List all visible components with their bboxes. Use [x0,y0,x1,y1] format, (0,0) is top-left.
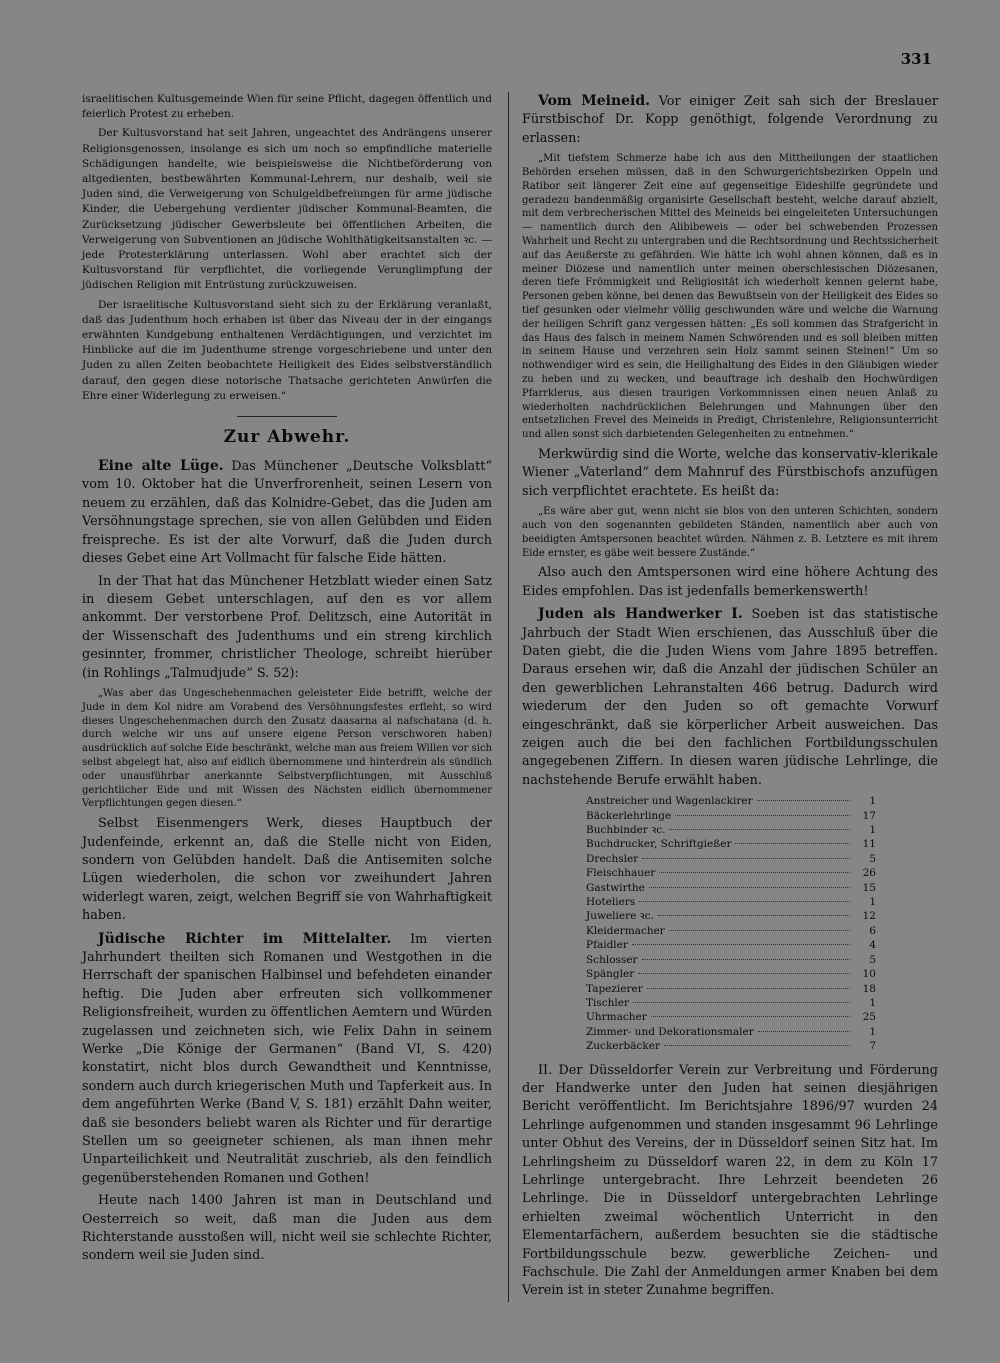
trade-row [586,1025,876,1039]
trade-row [586,823,876,837]
trade-name: Tischler [586,996,629,1009]
trade-row [586,866,876,880]
trade-name: Buchdrucker, Schriftgießer [586,838,732,851]
trade-count: 1 [869,1025,876,1038]
leader-dots [651,1016,850,1017]
article-meineid [522,92,938,148]
quotation: „Mit tiefstem Schmerze habe ich aus den Mittheilungen der staatlichen Behörden ersehen müssen, daß in den Schwurgerichtsbezirken Oppeln und Ratibor seit längerer Zeit eine auf gegenseitige Eideshilfe gegründete und geradezu bandenmäßig organisirte Gesellschaft besteht, welche darauf abzielt, mit dem verbrecherischen Mittel des Meineids bei eingeleiteten Untersuchungen — namentlich durch den Alibibeweis — oder bei schwebenden Prozessen Wahrheit und Recht zu untergraben und die Rechtsordnung und Rechtssicherheit auf das Aeußerste zu gefährden. Wie hätte ich wohl ahnen können, daß es in meiner Diözese und namentlich unter meinen oberschlesischen Diözesanen, deren tiefe Frömmigkeit und Religiosität ich wiederholt kennen gelernt habe, Personen geben könne, bei denen das Bewußtsein von der Heiligkeit des Eides so tief gesunken oder vielmehr völlig geschwunden wäre und welche die Warnung der heiligen Schrift ganz vergessen hätten: „Es soll kommen das Strafgericht in das Haus des falsch in meinem Namen Schwörenden und es soll bleiben mitten in seinem Hause und verzehren sein Holz sammt seinen Steinen!“ Um so nothwendiger wird es sein, die Heilighaltung des Eides in den Gläubigen wieder zu heben und zu wecken, und beauftrage ich deshalb den Hochwürdigen Pfarrklerus, aus diesen traurigen Vorkommnissen einen neuen Anlaß zu wiederholten nachdrücklichen Belehrungen und Mahnungen über den entsetzlichen Frevel des Meineids in Predigt, Christenlehre, Religionsunterricht und allen sonst sich darbietenden Gelegenheiten zu entnehmen.“ [522,153,938,441]
trade-row [586,967,876,981]
trade-name: Kleidermacher [586,924,665,937]
trade-name: Bäckerlehrlinge [586,809,672,822]
trade-name: Tapezierer [586,982,643,995]
leader-dots [642,858,850,859]
trade-count: 1 [869,996,876,1009]
paragraph: Merkwürdig sind die Worte, welche das konservativ-klerikale Wiener „Vaterland“ dem Mahnruf des Fürstbischofs anzufügen sich verpflichtet erachtete. Es heißt da: [522,446,938,499]
leader-dots [659,872,850,873]
trade-row [586,953,876,967]
trade-row [586,938,876,952]
article-text: Soeben ist das statistische Jahrbuch der Stadt Wien erschienen, das Ausschluß über die Daten giebt, die die Juden Wiens vom Jahre 1895 betreffen. Daraus ersehen wir, daß die Anzahl der jüdischen Schüler an den gewerblichen Lehranstalten 466 betrug. Dadurch wird wiederum der den Juden so oft gemachte Vorwurf eingeschränkt, daß sie körperlicher Arbeit ausweichen. Das zeigen auch die bei den fachlichen Fortbildungsschulen angegebenen Ziffern. In diesen waren jüdische Lehrlinge, die nachstehende Berufe erwählt haben. [522,607,938,788]
paragraph: II. Der Düsseldorfer Verein zur Verbreitung und Förderung der Handwerke unter den Juden hat seinen diesjährigen Bericht veröffentlicht. Im Berichtsjahre 1896/97 wurden 24 Lehrlinge aufgenommen und standen insgesammt 96 Lehrlinge unter Obhut des Vereins, der in Düsseldorf seinen Sitz hat. Im Lehrlingsheim zu Düsseldorf waren 22, in dem zu Köln 17 Lehrlinge untergebracht. Ihre Lehrzeit beendeten 26 Lehrlinge. Die in Düsseldorf untergebrachten Lehrlinge erhielten zweimal wöchentlich Unterricht in den Elementarfächern, außerdem besuchten sie die städtische Fortbildungsschule bezw. gewerbliche Zeichen- und Fachschule. Die Zahl der Anmeldungen armer Knaben bei dem Verein ist in steter Zunahme begriffen. [522,1062,938,1299]
leader-dots [757,800,850,801]
article-richter [82,930,492,1189]
trade-count: 4 [869,939,876,952]
trade-name: Pfaidler [586,939,628,952]
trade-name: Uhrmacher [586,1011,647,1024]
article-heading: Eine alte Lüge. [98,458,224,475]
trade-count: 10 [862,968,876,981]
trade-count: 1 [869,824,876,837]
trade-row [586,809,876,823]
leader-dots [649,887,850,888]
trade-count: 18 [862,982,876,995]
leader-dots [675,815,850,816]
trade-count: 7 [869,1040,876,1053]
page-number: 331 [900,50,932,68]
trade-name: Juweliere ꝛc. [586,910,654,923]
trade-row [586,1010,876,1024]
trade-row [586,982,876,996]
trade-count: 26 [862,867,876,880]
leader-dots [642,959,850,960]
left-column [82,92,492,1270]
trade-name: Anstreicher und Wagenlackirer [586,795,753,808]
paragraph: In der That hat das Münchener Hetzblatt wieder einen Satz in diesem Gebet unterschlagen, auf den es vor allem ankommt. Der verstorbene Prof. Delitzsch, eine Autorität in der Wissenschaft des Judenthums und ein streng kirchlich gesinnter, frommer, christlicher Theologe, schreibt hierüber (in Rohlings „Talmudjude“ S. 52): [82,573,492,681]
trade-name: Schlosser [586,953,638,966]
article-heading: Vom Meineid. [538,93,651,109]
trade-row [586,909,876,923]
section-title: Zur Abwehr. [223,427,351,448]
trade-count: 11 [862,838,876,851]
section-divider [237,416,337,417]
trade-row [586,1039,876,1053]
paragraph: Also auch den Amtspersonen wird eine höhere Achtung des Eides empfohlen. Das ist jedenfalls bemerkenswerth! [522,565,938,599]
trade-row [586,924,876,938]
trade-name: Buchbinder ꝛc. [586,824,666,837]
paragraph: Der Kultusvorstand hat seit Jahren, ungeachtet des Andrängens unserer Religionsgenossen, insolange es sich um noch so empfindliche materielle Schädigungen handelte, wie beispielsweise die Nichtbeförderung von altgedienten, bestbewährten Kommunal-Lehrern, nur deshalb, weil sie Juden sind, die Verweigerung von Schulgeldbefreiungen für arme jüdische Kinder, die Uebergehung verdienter jüdischer Kommunal-Beamten, die Zurücksetzung jüdischer Gewerbsleute bei öffentlichen Arbeiten, die Verweigerung von Subventionen an jüdische Wohlthätigkeitsanstalten ꝛc. — jede Protesterklärung unterlassen. Wohl aber erachtet sich der Kultusvorstand für verpflichtet, die vorliegende Verunglimpfung der jüdischen Religion mit Entrüstung zurückzuweisen. [82,127,492,292]
trades-list [586,794,876,1053]
trade-count: 25 [862,1011,876,1024]
column-divider [508,92,509,1302]
trade-row [586,996,876,1010]
leader-dots [658,915,850,916]
trade-name: Gastwirthe [586,881,645,894]
right-column [522,92,938,1305]
trade-count: 5 [869,852,876,865]
trade-name: Spängler [586,968,635,981]
paragraph: Der israelitische Kultusvorstand sieht sich zu der Erklärung veranlaßt, daß das Judenthum hoch erhaben ist über das Niveau der in der eingangs erwähnten Kundgebung enthaltenen Verdächtigungen, und verzichtet im Hinblicke auf die im Judenthume strenge vorgeschriebene und unter den Juden zu allen Zeiten beobachtete Heiligkeit des Eides selbstverständlich darauf, den gegen diese notorische Thatsache gerichteten Anwürfen die Ehre einer Widerlegung zu erweisen.“ [82,298,492,402]
leader-dots [632,944,850,945]
article-text: Das Münchener „Deutsche Volksblatt“ vom 10. Oktober hat die Unverfrorenheit, seinen Lesern von neuem zu erzählen, daß das Kolnidre-Gebet, das die Juden am Versöhnungstage sprechen, sie von allen Gelübden und Eiden freispreche. Es ist der alte Vorwurf, daß die Juden durch dieses Gebet eine Art Vollmacht für falsche Eide hätten. [82,459,492,567]
trade-name: Drechsler [586,852,639,865]
leader-dots [633,1002,850,1003]
paragraph: Heute nach 1400 Jahren ist man in Deutschland und Oesterreich so weit, daß man die Juden aus dem Richterstande ausstoßen will, nicht weil sie schlechte Richter, sondern weil sie Juden sind. [82,1193,492,1264]
leader-dots [669,829,850,830]
article-text: Vor einiger Zeit sah sich der Breslauer Fürstbischof Dr. Kopp genöthigt, folgende Verordnung zu erlassen: [522,94,938,146]
article-handwerker [522,605,938,790]
trade-row [586,895,876,909]
trade-count: 1 [869,896,876,909]
paragraph: israelitischen Kultusgemeinde Wien für seine Pflicht, dagegen öffentlich und feierlich Protest zu erheben. [82,93,492,121]
trade-count: 15 [862,881,876,894]
trade-name: Zuckerbäcker [586,1040,660,1053]
trade-count: 1 [869,795,876,808]
trade-count: 12 [862,910,876,923]
leader-dots [758,1031,850,1032]
article-heading: Juden als Handwerker I. [538,606,743,623]
trade-row [586,794,876,808]
trade-name: Zimmer- und Dekorationsmaler [586,1025,754,1038]
quotation: „Es wäre aber gut, wenn nicht sie blos von den unteren Schichten, sondern auch von den sogenannten gebildeten Ständen, namentlich aber auch von beeidigten Amtspersonen beachtet würden. Nähmen z. B. Letztere es mit ihrem Eide ernster, es gäbe weit bessere Zustände.“ [522,506,938,559]
article-text: Im vierten Jahrhundert theilten sich Romanen und Westgothen in die Herrschaft der spanischen Halbinsel und befehdeten einander heftig. Die Juden aber erfreuten sich vollkommener Religionsfreiheit, wurden zu öffentlichen Aemtern und Würden zugelassen und zeichneten sich, wie Felix Dahn in seinem Werke „Die Könige der Germanen“ (Band VI, S. 420) konstatirt, nicht blos durch Gewandtheit und Kenntnisse, sondern auch durch kriegerischen Muth und Tapferkeit aus. In dem angeführten Werke (Band V, S. 181) erzählt Dahn weiter, daß sie besonders beliebt waren als Richter und für derartige Stellen um so geeigneter schienen, als man ihnen mehr Unparteilichkeit und Neutralität zuschrieb, als den feindlich gegenüberstehenden Romanen und Gothen! [82,931,492,1186]
leader-dots [639,901,850,902]
trade-count: 6 [869,924,876,937]
leader-dots [647,988,850,989]
leader-dots [669,930,850,931]
leader-dots [638,973,850,974]
trade-name: Hoteliers [586,896,636,909]
article-alte-luege [82,457,492,568]
quotation: „Was aber das Ungeschehenmachen geleisteter Eide betrifft, welche der Jude in dem Kol nidre am Vorabend des Versöhnungsfestes erfleht, so wird dieses Ungeschehenmachen durch den Zusatz daasarna al nafschatana (d. h. durch welche wir uns auf unsere eigene Person verschworen haben) ausdrücklich auf solche Eide beschränkt, welche man aus freiem Willen vor sich selbst abgelegt hat, also auf eidlich übernommene und hinterdrein als sündlich oder unausführbar anerkannte Selbstverpflichtungen, mit Ausschluß gerichtlicher Eide und mit Wissen des Nächsten eidlich übernommener Verpflichtungen gegen diesen.“ [82,687,492,810]
article-heading: Jüdische Richter im Mittelalter. [98,930,392,947]
trade-row [586,852,876,866]
trade-count: 17 [862,809,876,822]
paragraph: Selbst Eisenmengers Werk, dieses Hauptbuch der Judenfeinde, erkennt an, daß die Stelle nicht von Eiden, sondern von Gelübden handelt. Daß die Antisemiten solche Lügen wiederholen, die schon vor zweihundert Jahren widerlegt waren, zeigt, welchen Begriff sie von Wahrhaftigkeit haben. [82,816,492,924]
trade-count: 5 [869,953,876,966]
trade-row [586,881,876,895]
leader-dots [664,1045,850,1046]
leader-dots [735,843,850,844]
trade-row [586,837,876,851]
trade-name: Fleischhauer [586,867,656,880]
